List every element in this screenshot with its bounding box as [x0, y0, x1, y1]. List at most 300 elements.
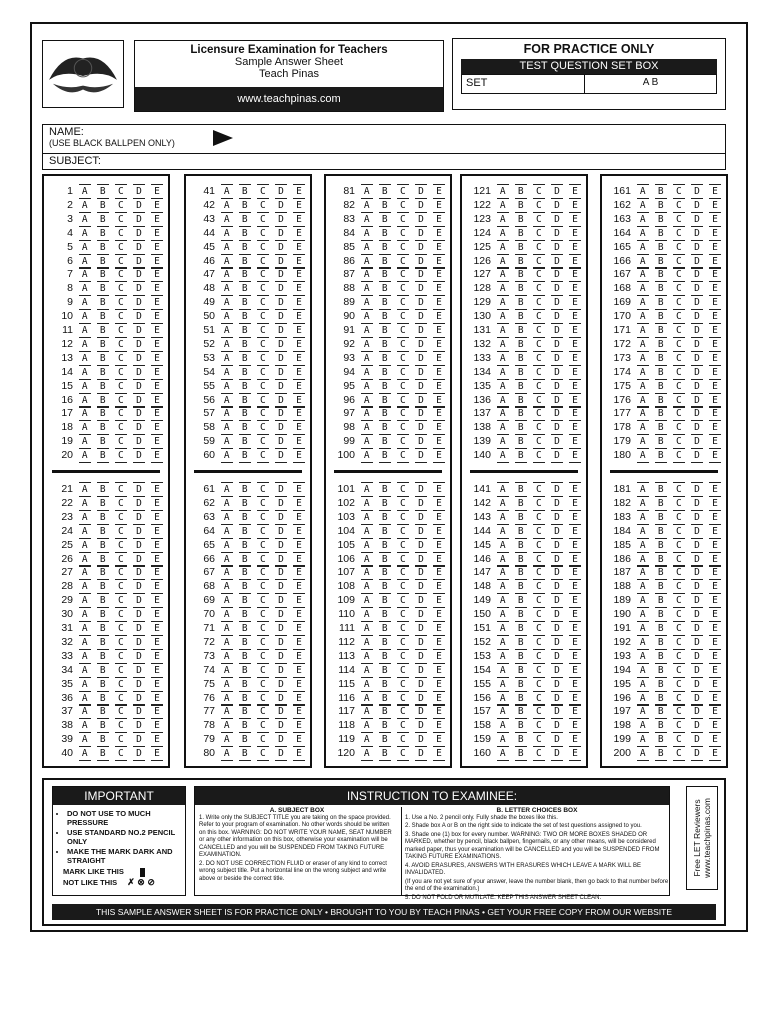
choice-bubble[interactable]: B — [515, 593, 527, 608]
choice-bubble[interactable]: E — [293, 267, 305, 282]
choice-bubble[interactable]: D — [415, 365, 427, 380]
choice-bubble[interactable]: B — [655, 323, 667, 338]
choice-bubble[interactable]: E — [151, 691, 163, 706]
choice-bubble[interactable]: C — [115, 552, 127, 567]
choice-bubble[interactable]: A — [497, 212, 509, 227]
choice-bubble[interactable]: E — [433, 295, 445, 310]
choice-bubble[interactable]: D — [691, 226, 703, 241]
choice-bubble[interactable]: E — [433, 226, 445, 241]
choice-bubble[interactable]: E — [151, 254, 163, 269]
choice-bubble[interactable]: C — [673, 420, 685, 435]
choice-bubble[interactable]: E — [709, 226, 721, 241]
choice-bubble[interactable]: D — [133, 434, 145, 449]
choice-bubble[interactable]: C — [533, 420, 545, 435]
choice-bubble[interactable]: E — [433, 663, 445, 678]
choice-bubble[interactable]: C — [673, 746, 685, 761]
choice-bubble[interactable]: B — [655, 337, 667, 352]
choice-bubble[interactable]: C — [533, 267, 545, 282]
choice-bubble[interactable]: C — [257, 240, 269, 255]
choice-bubble[interactable]: E — [709, 565, 721, 580]
choice-bubble[interactable]: C — [533, 524, 545, 539]
choice-bubble[interactable]: C — [257, 593, 269, 608]
choice-bubble[interactable]: E — [433, 254, 445, 269]
choice-bubble[interactable]: A — [79, 448, 91, 463]
choice-bubble[interactable]: A — [497, 434, 509, 449]
choice-bubble[interactable]: E — [293, 212, 305, 227]
choice-bubble[interactable]: A — [637, 254, 649, 269]
choice-bubble[interactable]: D — [133, 538, 145, 553]
choice-bubble[interactable]: B — [379, 281, 391, 296]
choice-bubble[interactable]: E — [709, 448, 721, 463]
choice-bubble[interactable]: A — [361, 663, 373, 678]
choice-bubble[interactable]: B — [239, 281, 251, 296]
choice-bubble[interactable]: D — [691, 184, 703, 199]
choice-bubble[interactable]: C — [115, 351, 127, 366]
choice-bubble[interactable]: A — [361, 198, 373, 213]
choice-bubble[interactable]: E — [433, 379, 445, 394]
choice-bubble[interactable]: D — [275, 379, 287, 394]
choice-bubble[interactable]: C — [533, 565, 545, 580]
choice-bubble[interactable]: D — [551, 365, 563, 380]
choice-bubble[interactable]: C — [397, 240, 409, 255]
choice-bubble[interactable]: D — [691, 365, 703, 380]
choice-bubble[interactable]: D — [551, 565, 563, 580]
choice-bubble[interactable]: E — [569, 393, 581, 408]
name-field[interactable] — [49, 127, 175, 149]
choice-bubble[interactable]: B — [97, 691, 109, 706]
choice-bubble[interactable]: E — [151, 538, 163, 553]
choice-bubble[interactable]: B — [239, 565, 251, 580]
choice-bubble[interactable]: D — [275, 365, 287, 380]
choice-bubble[interactable]: E — [709, 718, 721, 733]
choice-bubble[interactable]: A — [637, 621, 649, 636]
choice-bubble[interactable]: B — [379, 649, 391, 664]
choice-bubble[interactable]: E — [433, 552, 445, 567]
choice-bubble[interactable]: A — [637, 496, 649, 511]
choice-bubble[interactable]: C — [673, 635, 685, 650]
choice-bubble[interactable]: A — [221, 226, 233, 241]
choice-bubble[interactable]: E — [709, 240, 721, 255]
choice-bubble[interactable]: D — [551, 524, 563, 539]
choice-bubble[interactable]: E — [293, 663, 305, 678]
choice-bubble[interactable]: C — [673, 524, 685, 539]
choice-bubble[interactable]: D — [551, 434, 563, 449]
choice-bubble[interactable]: D — [415, 226, 427, 241]
choice-bubble[interactable]: A — [361, 593, 373, 608]
choice-bubble[interactable]: B — [655, 295, 667, 310]
choice-bubble[interactable]: D — [691, 718, 703, 733]
choice-bubble[interactable]: B — [655, 365, 667, 380]
choice-bubble[interactable]: C — [257, 393, 269, 408]
choice-bubble[interactable]: D — [415, 607, 427, 622]
choice-bubble[interactable]: E — [709, 420, 721, 435]
choice-bubble[interactable]: A — [79, 420, 91, 435]
choice-bubble[interactable]: E — [151, 198, 163, 213]
choice-bubble[interactable]: D — [415, 510, 427, 525]
choice-bubble[interactable]: C — [397, 552, 409, 567]
choice-bubble[interactable]: D — [275, 337, 287, 352]
choice-bubble[interactable]: E — [569, 406, 581, 421]
choice-bubble[interactable]: C — [673, 212, 685, 227]
choice-bubble[interactable]: A — [497, 677, 509, 692]
choice-bubble[interactable]: C — [257, 663, 269, 678]
choice-bubble[interactable]: D — [415, 351, 427, 366]
choice-bubble[interactable]: C — [397, 565, 409, 580]
choice-bubble[interactable]: E — [293, 677, 305, 692]
choice-bubble[interactable]: C — [257, 281, 269, 296]
choice-bubble[interactable]: D — [133, 607, 145, 622]
choice-bubble[interactable]: A — [361, 393, 373, 408]
choice-bubble[interactable]: D — [551, 337, 563, 352]
choice-bubble[interactable]: C — [115, 635, 127, 650]
choice-bubble[interactable]: D — [691, 198, 703, 213]
choice-bubble[interactable]: D — [275, 718, 287, 733]
choice-bubble[interactable]: B — [515, 552, 527, 567]
choice-bubble[interactable]: D — [551, 746, 563, 761]
choice-bubble[interactable]: D — [275, 565, 287, 580]
choice-bubble[interactable]: E — [569, 621, 581, 636]
choice-bubble[interactable]: B — [97, 337, 109, 352]
choice-bubble[interactable]: D — [415, 434, 427, 449]
choice-bubble[interactable]: D — [551, 351, 563, 366]
choice-bubble[interactable]: B — [379, 482, 391, 497]
choice-bubble[interactable]: E — [709, 538, 721, 553]
choice-bubble[interactable]: E — [293, 635, 305, 650]
choice-bubble[interactable]: E — [293, 448, 305, 463]
choice-bubble[interactable]: A — [637, 337, 649, 352]
choice-bubble[interactable]: C — [115, 579, 127, 594]
choice-bubble[interactable]: A — [221, 565, 233, 580]
choice-bubble[interactable]: B — [379, 434, 391, 449]
choice-bubble[interactable]: B — [515, 704, 527, 719]
choice-bubble[interactable]: E — [293, 524, 305, 539]
choice-bubble[interactable]: A — [361, 337, 373, 352]
choice-bubble[interactable]: C — [115, 184, 127, 199]
choice-bubble[interactable]: A — [637, 365, 649, 380]
choice-bubble[interactable]: E — [433, 434, 445, 449]
choice-bubble[interactable]: A — [497, 718, 509, 733]
choice-bubble[interactable]: D — [415, 482, 427, 497]
choice-bubble[interactable]: E — [151, 240, 163, 255]
choice-bubble[interactable]: E — [293, 691, 305, 706]
choice-bubble[interactable]: D — [415, 524, 427, 539]
choice-bubble[interactable]: A — [361, 448, 373, 463]
choice-bubble[interactable]: A — [361, 281, 373, 296]
choice-bubble[interactable]: A — [221, 482, 233, 497]
choice-bubble[interactable]: A — [637, 663, 649, 678]
choice-bubble[interactable]: B — [655, 732, 667, 747]
choice-bubble[interactable]: B — [239, 552, 251, 567]
choice-bubble[interactable]: B — [655, 538, 667, 553]
choice-bubble[interactable]: B — [239, 524, 251, 539]
choice-bubble[interactable]: A — [637, 212, 649, 227]
choice-bubble[interactable]: B — [97, 663, 109, 678]
choice-bubble[interactable]: C — [397, 351, 409, 366]
choice-bubble[interactable]: E — [293, 552, 305, 567]
choice-bubble[interactable]: B — [97, 351, 109, 366]
choice-bubble[interactable]: A — [497, 393, 509, 408]
choice-bubble[interactable]: E — [569, 524, 581, 539]
choice-bubble[interactable]: E — [433, 212, 445, 227]
choice-bubble[interactable]: A — [497, 732, 509, 747]
choice-bubble[interactable]: E — [151, 337, 163, 352]
choice-bubble[interactable]: D — [551, 295, 563, 310]
choice-bubble[interactable]: C — [533, 309, 545, 324]
choice-bubble[interactable]: A — [637, 718, 649, 733]
choice-bubble[interactable]: C — [397, 718, 409, 733]
choice-bubble[interactable]: B — [515, 240, 527, 255]
choice-bubble[interactable]: D — [691, 538, 703, 553]
choice-bubble[interactable]: C — [533, 538, 545, 553]
choice-bubble[interactable]: E — [293, 510, 305, 525]
choice-bubble[interactable]: C — [257, 677, 269, 692]
choice-bubble[interactable]: C — [673, 732, 685, 747]
choice-bubble[interactable]: B — [515, 323, 527, 338]
choice-bubble[interactable]: B — [239, 732, 251, 747]
choice-bubble[interactable]: D — [133, 649, 145, 664]
choice-bubble[interactable]: C — [533, 746, 545, 761]
choice-bubble[interactable]: E — [151, 593, 163, 608]
choice-bubble[interactable]: D — [691, 351, 703, 366]
choice-bubble[interactable]: E — [709, 621, 721, 636]
choice-bubble[interactable]: E — [569, 538, 581, 553]
choice-bubble[interactable]: B — [97, 496, 109, 511]
choice-bubble[interactable]: C — [257, 482, 269, 497]
choice-bubble[interactable]: C — [533, 579, 545, 594]
choice-bubble[interactable]: B — [97, 635, 109, 650]
choice-bubble[interactable]: A — [361, 434, 373, 449]
choice-bubble[interactable]: E — [569, 281, 581, 296]
choice-bubble[interactable]: A — [361, 379, 373, 394]
choice-bubble[interactable]: C — [115, 746, 127, 761]
choice-bubble[interactable]: C — [115, 621, 127, 636]
choice-bubble[interactable]: D — [551, 663, 563, 678]
choice-bubble[interactable]: C — [115, 691, 127, 706]
choice-bubble[interactable]: D — [275, 746, 287, 761]
choice-bubble[interactable]: B — [655, 393, 667, 408]
choice-bubble[interactable]: E — [151, 482, 163, 497]
choice-bubble[interactable]: B — [515, 746, 527, 761]
choice-bubble[interactable]: A — [637, 510, 649, 525]
choice-bubble[interactable]: B — [515, 309, 527, 324]
choice-bubble[interactable]: C — [397, 448, 409, 463]
choice-bubble[interactable]: B — [515, 434, 527, 449]
choice-bubble[interactable]: C — [397, 212, 409, 227]
choice-bubble[interactable]: B — [515, 295, 527, 310]
choice-bubble[interactable]: D — [133, 732, 145, 747]
choice-bubble[interactable]: E — [293, 240, 305, 255]
choice-bubble[interactable]: B — [655, 212, 667, 227]
choice-bubble[interactable]: A — [497, 309, 509, 324]
choice-bubble[interactable]: D — [551, 420, 563, 435]
choice-bubble[interactable]: B — [239, 226, 251, 241]
choice-bubble[interactable]: C — [257, 621, 269, 636]
choice-bubble[interactable]: A — [79, 565, 91, 580]
choice-bubble[interactable]: D — [275, 593, 287, 608]
choice-bubble[interactable]: E — [151, 309, 163, 324]
choice-bubble[interactable]: D — [415, 406, 427, 421]
choice-bubble[interactable]: C — [397, 691, 409, 706]
choice-bubble[interactable]: C — [397, 198, 409, 213]
choice-bubble[interactable]: D — [133, 379, 145, 394]
choice-bubble[interactable]: D — [275, 538, 287, 553]
choice-bubble[interactable]: A — [497, 538, 509, 553]
choice-bubble[interactable]: E — [569, 337, 581, 352]
choice-bubble[interactable]: A — [79, 677, 91, 692]
choice-bubble[interactable]: A — [221, 552, 233, 567]
choice-bubble[interactable]: D — [275, 226, 287, 241]
choice-bubble[interactable]: A — [361, 718, 373, 733]
choice-bubble[interactable]: E — [569, 510, 581, 525]
choice-bubble[interactable]: A — [361, 254, 373, 269]
choice-bubble[interactable]: D — [691, 607, 703, 622]
choice-bubble[interactable]: A — [637, 746, 649, 761]
choice-bubble[interactable]: A — [637, 538, 649, 553]
choice-bubble[interactable]: B — [239, 184, 251, 199]
choice-bubble[interactable]: E — [433, 538, 445, 553]
choice-bubble[interactable]: A — [79, 267, 91, 282]
choice-bubble[interactable]: E — [709, 524, 721, 539]
choice-bubble[interactable]: E — [293, 565, 305, 580]
choice-bubble[interactable]: A — [361, 704, 373, 719]
choice-bubble[interactable]: B — [515, 677, 527, 692]
choice-bubble[interactable]: B — [239, 677, 251, 692]
choice-bubble[interactable]: D — [275, 240, 287, 255]
choice-bubble[interactable]: C — [673, 704, 685, 719]
choice-bubble[interactable]: D — [133, 212, 145, 227]
choice-bubble[interactable]: A — [637, 565, 649, 580]
choice-bubble[interactable]: B — [655, 406, 667, 421]
choice-bubble[interactable]: B — [97, 677, 109, 692]
choice-bubble[interactable]: C — [257, 212, 269, 227]
choice-bubble[interactable]: E — [293, 607, 305, 622]
choice-bubble[interactable]: E — [151, 663, 163, 678]
choice-bubble[interactable]: B — [97, 379, 109, 394]
choice-bubble[interactable]: B — [515, 635, 527, 650]
choice-bubble[interactable]: E — [151, 184, 163, 199]
choice-bubble[interactable]: C — [115, 649, 127, 664]
choice-bubble[interactable]: B — [379, 677, 391, 692]
choice-bubble[interactable]: D — [275, 607, 287, 622]
choice-bubble[interactable]: C — [115, 198, 127, 213]
choice-bubble[interactable]: A — [637, 677, 649, 692]
choice-bubble[interactable]: E — [569, 552, 581, 567]
choice-bubble[interactable]: D — [551, 607, 563, 622]
choice-bubble[interactable]: C — [533, 281, 545, 296]
choice-bubble[interactable]: C — [397, 663, 409, 678]
choice-bubble[interactable]: B — [655, 379, 667, 394]
choice-bubble[interactable]: D — [133, 593, 145, 608]
choice-bubble[interactable]: A — [497, 337, 509, 352]
choice-bubble[interactable]: D — [691, 482, 703, 497]
choice-bubble[interactable]: C — [257, 254, 269, 269]
choice-bubble[interactable]: C — [397, 704, 409, 719]
choice-bubble[interactable]: D — [133, 496, 145, 511]
choice-bubble[interactable]: C — [533, 184, 545, 199]
choice-bubble[interactable]: D — [133, 420, 145, 435]
choice-bubble[interactable]: D — [551, 309, 563, 324]
choice-bubble[interactable]: C — [397, 226, 409, 241]
choice-bubble[interactable]: B — [239, 691, 251, 706]
choice-bubble[interactable]: B — [515, 420, 527, 435]
choice-bubble[interactable]: C — [257, 552, 269, 567]
choice-bubble[interactable]: A — [79, 365, 91, 380]
choice-bubble[interactable]: C — [397, 732, 409, 747]
choice-bubble[interactable]: B — [379, 524, 391, 539]
choice-bubble[interactable]: D — [133, 524, 145, 539]
choice-bubble[interactable]: D — [691, 635, 703, 650]
choice-bubble[interactable]: B — [515, 649, 527, 664]
choice-bubble[interactable]: A — [361, 365, 373, 380]
choice-bubble[interactable]: D — [691, 496, 703, 511]
choice-bubble[interactable]: A — [361, 677, 373, 692]
choice-bubble[interactable]: A — [221, 254, 233, 269]
choice-bubble[interactable]: D — [551, 184, 563, 199]
choice-bubble[interactable]: A — [79, 746, 91, 761]
choice-bubble[interactable]: E — [433, 198, 445, 213]
choice-bubble[interactable]: D — [133, 579, 145, 594]
choice-bubble[interactable]: D — [415, 552, 427, 567]
choice-bubble[interactable]: C — [673, 510, 685, 525]
choice-bubble[interactable]: C — [257, 420, 269, 435]
choice-bubble[interactable]: E — [293, 198, 305, 213]
choice-bubble[interactable]: E — [433, 635, 445, 650]
choice-bubble[interactable]: C — [533, 379, 545, 394]
choice-bubble[interactable]: E — [433, 365, 445, 380]
choice-bubble[interactable]: D — [133, 226, 145, 241]
choice-bubble[interactable]: A — [361, 351, 373, 366]
choice-bubble[interactable]: A — [221, 579, 233, 594]
choice-bubble[interactable]: C — [115, 482, 127, 497]
choice-bubble[interactable]: D — [415, 635, 427, 650]
choice-bubble[interactable]: A — [637, 448, 649, 463]
choice-bubble[interactable]: D — [415, 393, 427, 408]
choice-bubble[interactable]: A — [221, 607, 233, 622]
choice-bubble[interactable]: B — [655, 184, 667, 199]
choice-bubble[interactable]: D — [691, 663, 703, 678]
choice-bubble[interactable]: D — [275, 579, 287, 594]
choice-bubble[interactable]: C — [397, 434, 409, 449]
choice-bubble[interactable]: A — [79, 607, 91, 622]
choice-bubble[interactable]: B — [97, 593, 109, 608]
choice-bubble[interactable]: E — [709, 482, 721, 497]
choice-bubble[interactable]: E — [433, 323, 445, 338]
choice-bubble[interactable]: A — [361, 240, 373, 255]
choice-bubble[interactable]: E — [709, 267, 721, 282]
choice-bubble[interactable]: B — [97, 184, 109, 199]
choice-bubble[interactable]: C — [397, 267, 409, 282]
choice-bubble[interactable]: E — [709, 579, 721, 594]
choice-bubble[interactable]: C — [673, 691, 685, 706]
choice-bubble[interactable]: C — [533, 226, 545, 241]
choice-bubble[interactable]: A — [497, 593, 509, 608]
choice-bubble[interactable]: B — [655, 254, 667, 269]
set-options[interactable]: A B — [642, 77, 659, 88]
choice-bubble[interactable]: E — [433, 691, 445, 706]
choice-bubble[interactable]: E — [569, 565, 581, 580]
choice-bubble[interactable]: B — [515, 448, 527, 463]
choice-bubble[interactable]: A — [497, 663, 509, 678]
choice-bubble[interactable]: B — [97, 746, 109, 761]
choice-bubble[interactable]: C — [533, 732, 545, 747]
choice-bubble[interactable]: A — [497, 448, 509, 463]
choice-bubble[interactable]: E — [433, 240, 445, 255]
choice-bubble[interactable]: D — [551, 621, 563, 636]
choice-bubble[interactable]: B — [515, 184, 527, 199]
choice-bubble[interactable]: C — [257, 635, 269, 650]
choice-bubble[interactable]: A — [637, 635, 649, 650]
choice-bubble[interactable]: E — [709, 281, 721, 296]
